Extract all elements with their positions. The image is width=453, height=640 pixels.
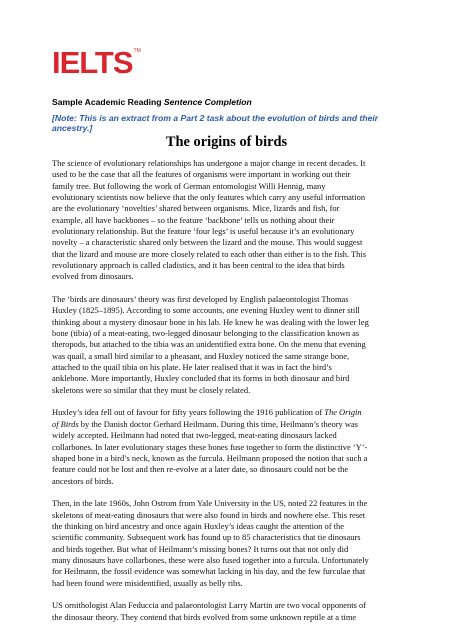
paragraph-line: evolutionary relationship. But the feature ‘four legs’ is useful because it’s an evolutionary (52, 226, 355, 237)
paragraph-line: widely accepted. Heilmann had noted that two-legged, meat-eating dinosaurs lacked (52, 430, 337, 441)
article-title: The origins of birds (165, 134, 288, 150)
paragraph-line: theropods, but attached to the tibia was an unidentified extra bone. On the menu that evening (52, 339, 366, 350)
logo-text: IELTS (52, 45, 133, 80)
article-paragraph (52, 158, 408, 283)
paragraph-line: are the evolutionary ‘novelties’ shared between organisms. Mice, lizards and fish, for (52, 203, 340, 214)
paragraph-line: attached to the quail tibia on his plate. He later realised that it was in fact the bird’s (52, 362, 332, 373)
paragraph-line: feature could not be lost and then re-evolve at a later date, so dinosaurs could not be the (52, 464, 349, 475)
paragraph-line: ancestors of birds. (52, 475, 114, 486)
article-paragraph (52, 600, 408, 623)
paragraph-line: skeletons were so similar that they must be closely related. (52, 384, 251, 395)
book-title: The Origin (324, 407, 362, 418)
paragraph-line: the dinosaur theory. They contend that birds evolved from some unknown reptile at a time (52, 611, 357, 622)
task-note: [Note: This is an extract from a Part 2 task about the evolution of birds and their ancestry.] (52, 113, 379, 134)
paragraph-line: The ‘birds are dinosaurs’ theory was first developed by English palaeontologist Thomas (52, 294, 349, 305)
paragraph-line: many dinosaurs have collarbones, these were also fused together into a furcula. Unfortunately (52, 554, 369, 565)
line-text: Huxley’s idea fell out of favour for fifty years following the 1916 publication of (52, 407, 325, 418)
paragraph-line: skeletons of meat-eating dinosaurs that were also found in birds and nowhere else. This reset (52, 509, 366, 520)
paragraph-line: bone (tibia) of a meat-eating, two-legged dinosaur belonging to the classification known as (52, 328, 360, 339)
article-body (52, 158, 408, 634)
paragraph-line (52, 419, 408, 430)
paragraph-line (52, 407, 408, 418)
paragraph-line: that the lizard and mouse are more closely related to each other than either is to the fish. This (52, 248, 367, 259)
paragraph-line: scientific community. Subsequent work has found up to 85 characteristics that tie dinosaurs (52, 532, 361, 543)
paragraph-line: was quail, a small bird similar to a pheasant, and Huxley noticed the same strange bone, (52, 350, 350, 361)
task-label-text: Sample Academic Reading (52, 97, 164, 107)
paragraph-line: example, all have backbones – so the feature ‘backbone’ tells us nothing about their (52, 214, 335, 225)
paragraph-line: Huxley (1825–1895). According to some accounts, one evening Huxley went to dinner still (52, 305, 360, 316)
paragraph-line: shaped bone in a bird’s neck, known as the furcula. Heilmann proposed the notion that such a (52, 452, 368, 463)
paragraph-line: novelty – a characteristic shared only between the lizard and the mouse. This would suggest (52, 237, 363, 248)
article-paragraph (52, 294, 408, 396)
book-title: of Birds (52, 418, 79, 429)
ielts-logo (52, 47, 140, 78)
paragraph-line: used to be the case that all the features of organisms were important in working out their (52, 169, 351, 180)
article-paragraph (52, 498, 408, 589)
paragraph-line: thinking about a mystery dinosaur bone in his lab. He knew he was dealing with the lower leg (52, 316, 369, 327)
paragraph-line: Then, in the late 1960s, John Ostrom from Yale University in the US, noted 22 features in the (52, 498, 368, 509)
paragraph-line: had been found were misidentified, usually as belly ribs. (52, 577, 243, 588)
task-label (52, 97, 252, 107)
task-type: Sentence Completion (163, 97, 252, 107)
paragraph-line: for Heilmann, the fossil evidence was somewhat lacking in his day, and the few furculae that (52, 566, 366, 577)
paragraph-line: anklebone. More importantly, Huxley concluded that its forms in both dinosaur and bird (52, 373, 350, 384)
paragraph-line: and birds together. But what of Heilmann’s missing bones? It turns out that not only did (52, 543, 349, 554)
paragraph-line: The science of evolutionary relationships has undergone a major change in recent decades. It (52, 158, 366, 168)
paragraph-line: evolutionary scientists now believe that the only features which carry any useful information (52, 192, 366, 203)
paragraph-line: US ornithologist Alan Feduccia and palaeontologist Larry Martin are two vocal opponents of (52, 600, 366, 611)
paragraph-line: evolved from dinosaurs. (52, 271, 134, 282)
paragraph-line: the thinking on bird ancestry and once again Huxley’s ideas caught the attention of the (52, 520, 344, 531)
paragraph-line: collarbones. In later evolutionary stages these bones fuse together to form the distinctive ‘Y’- (52, 441, 368, 452)
article-paragraph (52, 407, 408, 486)
paragraph-line: family tree. But following the work of German entomologist Willi Hennig, many (52, 180, 326, 191)
logo-trademark: TM (133, 48, 141, 54)
line-text: by the Danish doctor Gerhard Heilmann. During this time, Heilmann’s theory was (78, 418, 358, 429)
paragraph-line: revolutionary approach is called cladistics, and it has been central to the idea that birds (52, 260, 345, 271)
